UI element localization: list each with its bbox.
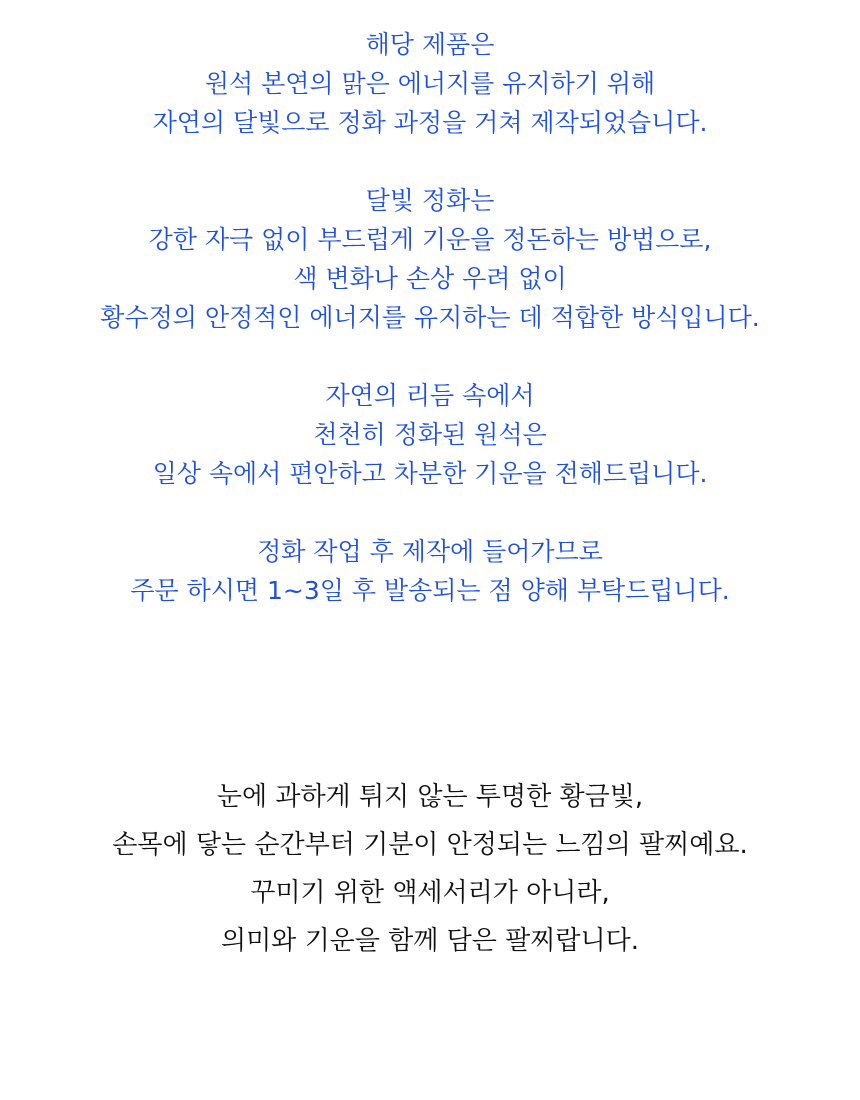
notice-line: 해당 제품은 <box>365 30 495 59</box>
notice-line: 자연의 달빛으로 정화 과정을 거쳐 제작되었습니다. <box>152 108 708 137</box>
description-line: 의미와 기운을 함께 담은 팔찌랍니다. <box>220 926 640 956</box>
notice-line: 달빛 정화는 <box>365 186 495 215</box>
description-line: 꾸미기 위한 액세서리가 아니라, <box>250 878 610 908</box>
notice-paragraph-shipping <box>0 532 860 610</box>
notice-line: 색 변화나 손상 우려 없이 <box>293 264 567 293</box>
notice-line: 주문 하시면 1~3일 후 발송되는 점 양해 부탁드립니다. <box>130 576 730 605</box>
notice-line: 일상 속에서 편안하고 차분한 기운을 전해드립니다. <box>152 459 708 488</box>
notice-line: 강한 자극 없이 부드럽게 기운을 정돈하는 방법으로, <box>148 225 712 254</box>
notice-paragraph-rhythm <box>0 376 860 493</box>
description-line: 눈에 과하게 튀지 않는 투명한 황금빛, <box>216 782 644 812</box>
notice-line: 정화 작업 후 제작에 들어가므로 <box>257 537 603 566</box>
notice-line: 자연의 리듬 속에서 <box>325 381 535 410</box>
notice-paragraph-product-intro <box>0 25 860 142</box>
notice-paragraph-moonlight <box>0 181 860 337</box>
product-description <box>0 773 860 965</box>
description-line: 손목에 닿는 순간부터 기분이 안정되는 느낌의 팔찌예요. <box>112 830 748 860</box>
notice-line: 황수정의 안정적인 에너지를 유지하는 데 적합한 방식입니다. <box>100 303 760 332</box>
notice-line: 천천히 정화된 원석은 <box>313 420 547 449</box>
purification-notice <box>0 25 860 610</box>
notice-line: 원석 본연의 맑은 에너지를 유지하기 위해 <box>204 69 656 98</box>
